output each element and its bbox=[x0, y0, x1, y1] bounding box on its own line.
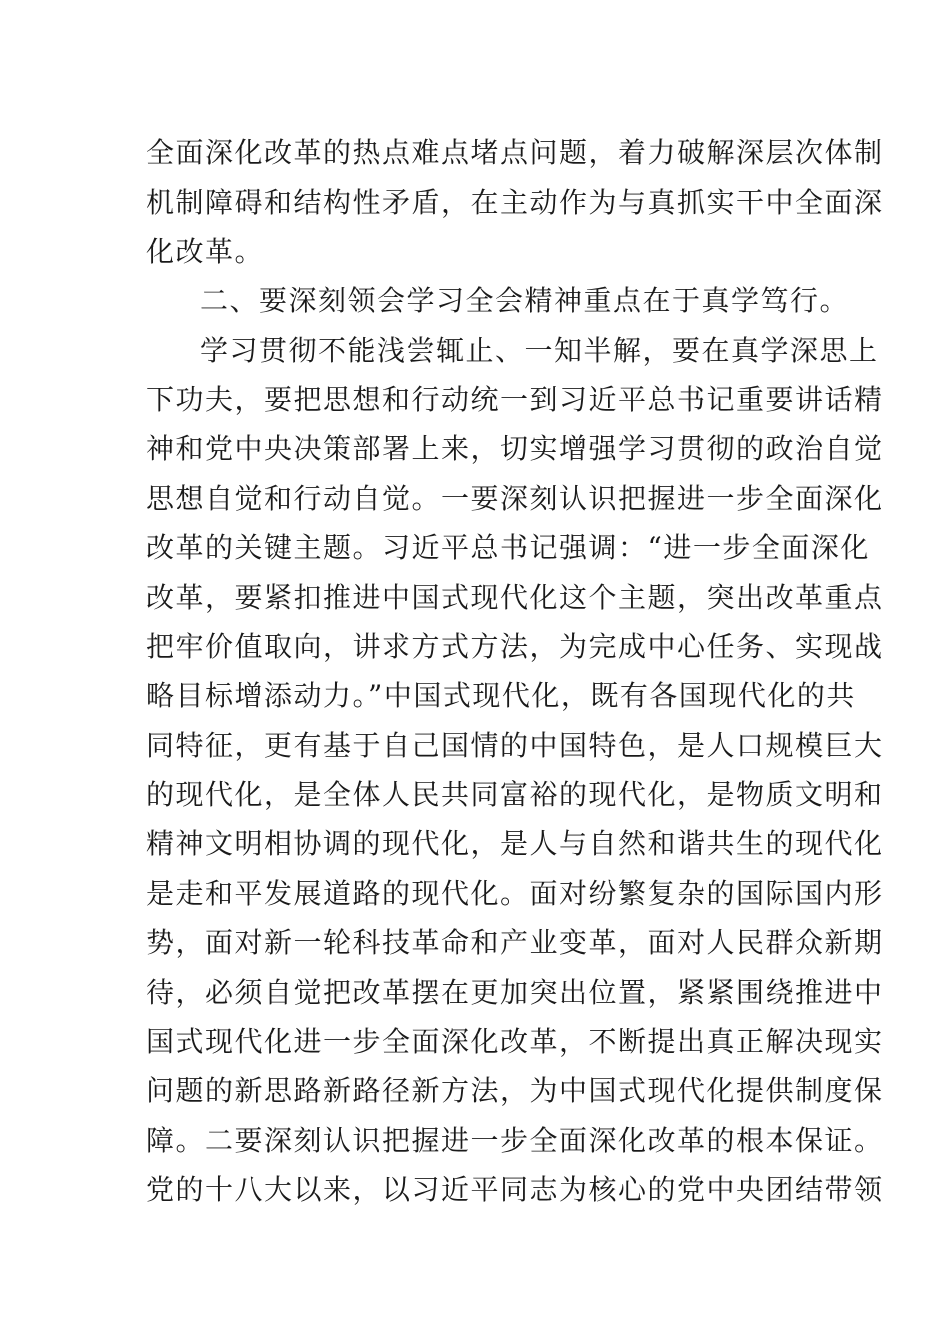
text-line-2: 机制障碍和结构性矛盾，在主动作为与真抓实干中全面深 bbox=[146, 186, 884, 219]
text-line-7: 神和党中央决策部署上来，切实增强学习贯彻的政治自觉 bbox=[146, 432, 884, 465]
text-line-13: 同特征，更有基于自己国情的中国特色，是人口规模巨大 bbox=[146, 729, 884, 762]
text-line-15: 精神文明相协调的现代化，是人与自然和谐共生的现代化 bbox=[146, 827, 884, 860]
text-line-12: 略目标增添动力。”中国式现代化，既有各国现代化的共 bbox=[146, 679, 856, 712]
text-line-17: 势，面对新一轮科技革命和产业变革，面对人民群众新期 bbox=[146, 926, 884, 959]
text-line-22: 党的十八大以来，以习近平同志为核心的党中央团结带领 bbox=[146, 1173, 884, 1206]
text-line-1: 全面深化改革的热点难点堵点问题，着力破解深层次体制 bbox=[146, 136, 884, 169]
text-line-18: 待，必须自觉把改革摆在更加突出位置，紧紧围绕推进中 bbox=[146, 976, 884, 1009]
text-line-8: 思想自觉和行动自觉。一要深刻认识把握进一步全面深化 bbox=[146, 482, 884, 515]
text-line-11: 把牢价值取向，讲求方式方法，为完成中心任务、实现战 bbox=[146, 630, 884, 663]
text-line-19: 国式现代化进一步全面深化改革，不断提出真正解决现实 bbox=[146, 1025, 884, 1058]
text-line-5: 学习贯彻不能浅尝辄止、一知半解，要在真学深思上 bbox=[200, 334, 879, 367]
text-line-9: 改革的关键主题。习近平总书记强调：“进一步全面深化 bbox=[146, 531, 870, 564]
text-line-16: 是走和平发展道路的现代化。面对纷繁复杂的国际国内形 bbox=[146, 877, 884, 910]
text-line-10: 改革，要紧扣推进中国式现代化这个主题，突出改革重点 bbox=[146, 581, 884, 614]
text-line-6: 下功夫，要把思想和行动统一到习近平总书记重要讲话精 bbox=[146, 383, 884, 416]
section-heading: 二、要深刻领会学习全会精神重点在于真学笃行。 bbox=[200, 284, 850, 317]
text-line-14: 的现代化，是全体人民共同富裕的现代化，是物质文明和 bbox=[146, 778, 884, 811]
text-line-20: 问题的新思路新路径新方法，为中国式现代化提供制度保 bbox=[146, 1074, 884, 1107]
text-line-3: 化改革。 bbox=[146, 235, 265, 268]
text-line-21: 障。二要深刻认识把握进一步全面深化改革的根本保证。 bbox=[146, 1124, 884, 1157]
